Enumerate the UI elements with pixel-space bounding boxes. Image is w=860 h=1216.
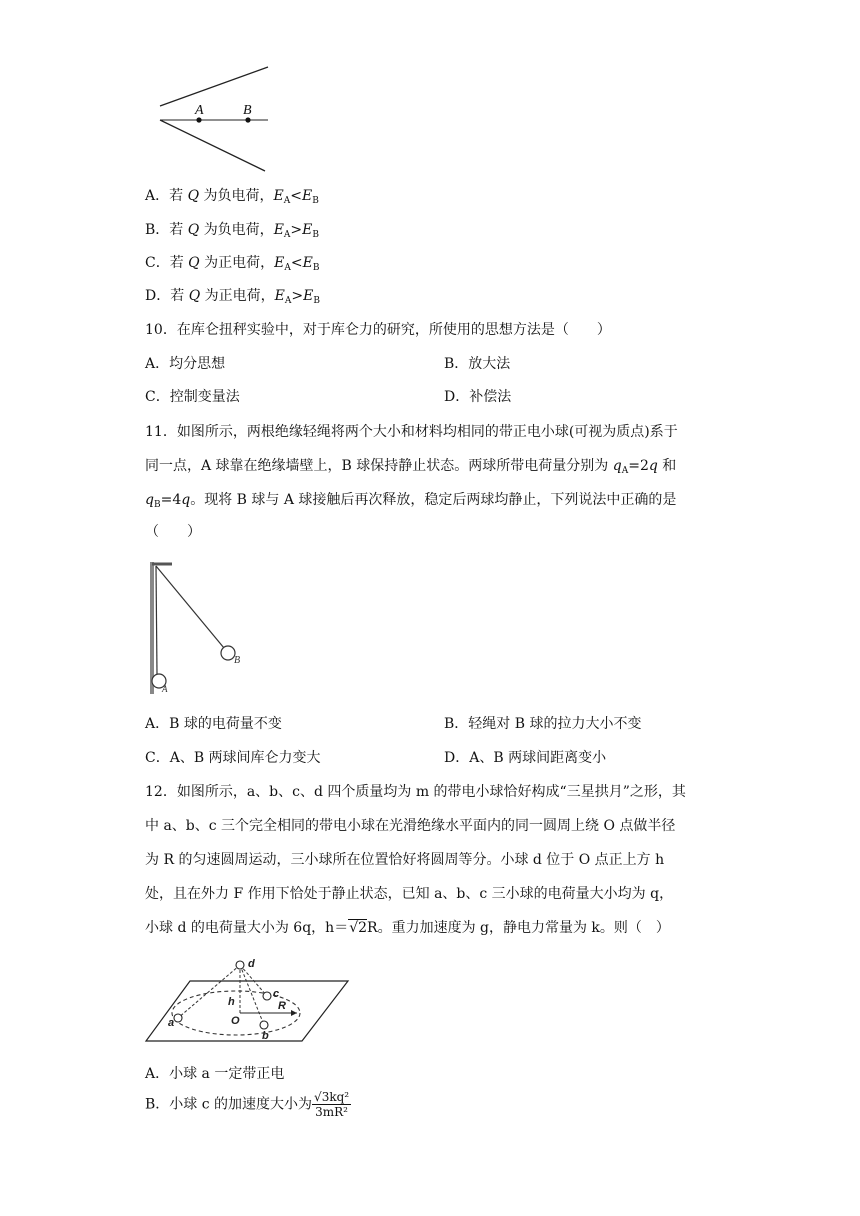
figure-ab-field [155, 62, 275, 174]
label-o: O [231, 1015, 240, 1027]
q10-option-b[interactable]: B．放大法 [444, 356, 511, 372]
q11-option-c[interactable]: C．A、B 两球间库仑力变大 [145, 750, 321, 766]
q11-stem-line4: （ ） [145, 524, 201, 540]
label-ball-b: B [234, 655, 241, 666]
q9-option-c[interactable]: C．若 Q 为正电荷，$E_A<E_B$ [145, 255, 320, 273]
figure-three-stars [142, 955, 352, 1047]
q11-option-a[interactable]: A．B 球的电荷量不变 [145, 716, 282, 732]
q12-stem-line3: 为 R 的匀速圆周运动，三小球所在位置恰好将圆周等分。小球 d 位于 O 点正上方 h [145, 852, 665, 868]
point-a [196, 117, 201, 122]
label-a: a [168, 1017, 175, 1029]
label-h: h [228, 996, 235, 1008]
ball-a [174, 1014, 182, 1022]
q11-stem-line1: 11．如图所示，两根绝缘轻绳将两个大小和材料均相同的带正电小球(可视为质点)系于 [145, 424, 678, 440]
q12-stem-line4: 处，且在外力 F 作用下恰处于静止状态，已知 a、b、c 三小球的电荷量大小均为 q， [145, 886, 674, 902]
q9-option-b[interactable]: B．若 Q 为负电荷，$E_A>E_B$ [145, 222, 320, 240]
q10-option-a[interactable]: A．均分思想 [145, 356, 226, 372]
q10-stem: 10．在库仑扭秤实验中，对于库仑力的研究，所使用的思想方法是（ ） [145, 322, 611, 338]
point-b [245, 117, 250, 122]
ball-c [263, 992, 271, 1000]
q10-option-c[interactable]: C．控制变量法 [145, 389, 240, 405]
q11-option-b[interactable]: B．轻绳对 B 球的拉力大小不变 [444, 716, 642, 732]
q11-option-d[interactable]: D．A、B 两球间距离变小 [444, 750, 607, 766]
label-c: c [273, 988, 280, 1000]
q9-option-a[interactable]: A．若 Q 为负电荷，$E_A<E_B$ [145, 188, 319, 206]
q12-stem-line2: 中 a、b、c 三个完全相同的带电小球在光滑绝缘水平面内的同一圆周上绕 O 点做半径 [145, 818, 676, 834]
label-ball-a: A [162, 684, 168, 694]
ball-b [221, 646, 235, 660]
q12-stem-line5: 小球 d 的电荷量大小为 6q，h＝√2R。重力加速度为 g，静电力常量为 k。则（ ） [145, 920, 670, 936]
q12-option-b[interactable]: B．小球 c 的加速度大小为 $\frac{\text{√3kq²}}{\text{3mR²}}$ [145, 1090, 350, 1119]
acceleration-fraction: $\frac{\text{√3kq²}}{\text{3mR²}}$ [314, 1090, 350, 1119]
ball-b [260, 1021, 268, 1029]
label-d: d [248, 958, 255, 970]
label-b: B [243, 103, 252, 118]
q12-stem-line1: 12．如图所示，a、b、c、d 四个质量均为 m 的带电小球恰好构成“三星拱月”之形，其 [145, 784, 686, 800]
ball-d [236, 961, 244, 969]
q10-option-d[interactable]: D．补偿法 [444, 389, 512, 405]
q12-option-a[interactable]: A．小球 a 一定带正电 [145, 1066, 285, 1082]
q11-stem-line3: $q_B=4q$。现将 B 球与 A 球接触后再次释放，稳定后两球均静止，下列说法中正确的是 [145, 492, 677, 510]
figure-pendulum [142, 560, 252, 696]
label-a: A [195, 103, 204, 118]
label-r: R [278, 1000, 286, 1012]
q11-stem-line2: 同一点，A 球靠在绝缘墙壁上，B 球保持静止状态。两球所带电荷量分别为 $q_A=2q$ 和 [145, 458, 677, 476]
label-b: b [262, 1030, 269, 1042]
q9-option-d[interactable]: D．若 Q 为正电荷，$E_A>E_B$ [145, 288, 320, 306]
